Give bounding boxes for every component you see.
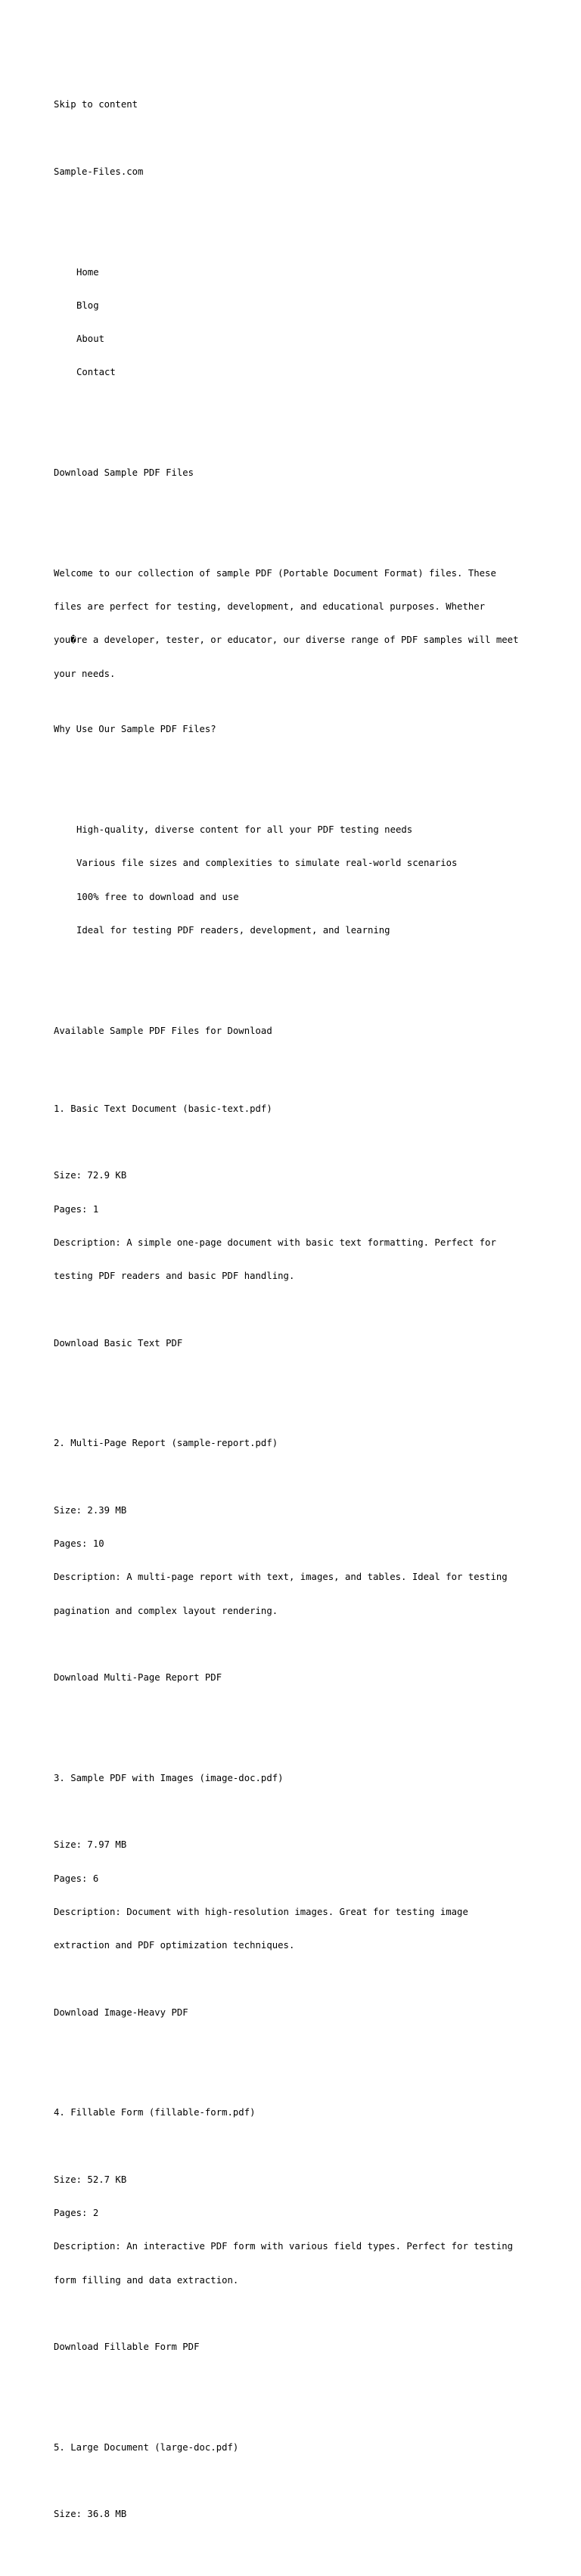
file-title: 4. Fillable Form (fillable-form.pdf) <box>54 2107 256 2118</box>
list-item: 100% free to download and use <box>76 891 239 902</box>
file-description: Description: An interactive PDF form with various field types. Perfect for testing <box>54 2241 514 2252</box>
nav-about[interactable]: About <box>76 334 105 344</box>
file-size: Size: 2.39 MB <box>54 1504 127 1516</box>
file-entry <box>54 2419 538 2542</box>
file-size: Size: 7.97 MB <box>54 1839 127 1851</box>
download-fillable-form-link[interactable]: Download Fillable Form PDF <box>54 2342 200 2352</box>
file-description: Description: A multi-page report with text, images, and tables. Ideal for testing <box>54 1572 508 1583</box>
list-item: High-quality, diverse content for all your PDF testing needs <box>76 824 413 835</box>
nav-blog[interactable]: Blog <box>76 299 99 311</box>
intro-line: you�re a developer, tester, or educator, our diverse range of PDF samples will meet <box>54 635 519 646</box>
file-pages: Pages: 1 <box>54 1203 99 1215</box>
file-title: 2. Multi-Page Report (sample-report.pdf) <box>54 1438 278 1449</box>
why-heading: Why Use Our Sample PDF Files? <box>54 724 216 735</box>
file-description: Description: Document with high-resolution images. Great for testing image <box>54 1906 468 1917</box>
available-heading: Available Sample PDF Files for Download <box>54 1025 272 1036</box>
file-description: form filling and data extraction. <box>54 2274 239 2286</box>
file-title: 3. Sample PDF with Images (image-doc.pdf) <box>54 1772 284 1783</box>
list-item: Various file sizes and complexities to simulate real-world scenarios <box>76 858 458 869</box>
file-pages: Pages: 2 <box>54 2208 99 2218</box>
intro-paragraph <box>54 545 538 702</box>
file-title: 1. Basic Text Document (basic-text.pdf) <box>54 1103 272 1114</box>
file-size: Size: 52.7 KB <box>54 2174 127 2185</box>
file-description: Description: A simple one-page document with basic text formatting. Perfect for <box>54 1237 496 1248</box>
nav-home[interactable]: Home <box>76 266 99 278</box>
file-description: testing PDF readers and basic PDF handling. <box>54 1271 295 1281</box>
file-title: 5. Large Document (large-doc.pdf) <box>54 2441 239 2453</box>
download-image-heavy-link[interactable]: Download Image-Heavy PDF <box>54 2006 188 2018</box>
intro-line: your needs. <box>54 668 116 679</box>
site-title[interactable]: Sample-Files.com <box>54 166 144 177</box>
file-size: Size: 36.8 MB <box>54 2509 127 2520</box>
file-entry <box>54 1081 538 1371</box>
why-list <box>54 802 538 959</box>
skip-to-content-link[interactable]: Skip to content <box>54 99 138 110</box>
file-description: pagination and complex layout rendering. <box>54 1605 278 1616</box>
intro-line: files are perfect for testing, development, and educational purposes. Whether <box>54 601 486 612</box>
file-pages: Pages: 6 <box>54 1873 99 1884</box>
nav-contact[interactable]: Contact <box>76 367 116 378</box>
download-multi-page-report-link[interactable]: Download Multi-Page Report PDF <box>54 1672 222 1683</box>
file-entry <box>54 1750 538 2041</box>
intro-line: Welcome to our collection of sample PDF (Portable Document Format) files. These <box>54 567 496 579</box>
file-entry <box>54 1416 538 1706</box>
content <box>54 66 538 2576</box>
main-nav <box>54 244 538 401</box>
list-item: Ideal for testing PDF readers, development, and learning <box>76 924 390 936</box>
page-title: Download Sample PDF Files <box>54 467 194 478</box>
download-basic-text-link[interactable]: Download Basic Text PDF <box>54 1337 183 1349</box>
file-description: extraction and PDF optimization techniques. <box>54 1940 295 1951</box>
file-size: Size: 72.9 KB <box>54 1170 127 1181</box>
file-entry <box>54 2085 538 2376</box>
file-pages: Pages: 10 <box>54 1538 104 1549</box>
